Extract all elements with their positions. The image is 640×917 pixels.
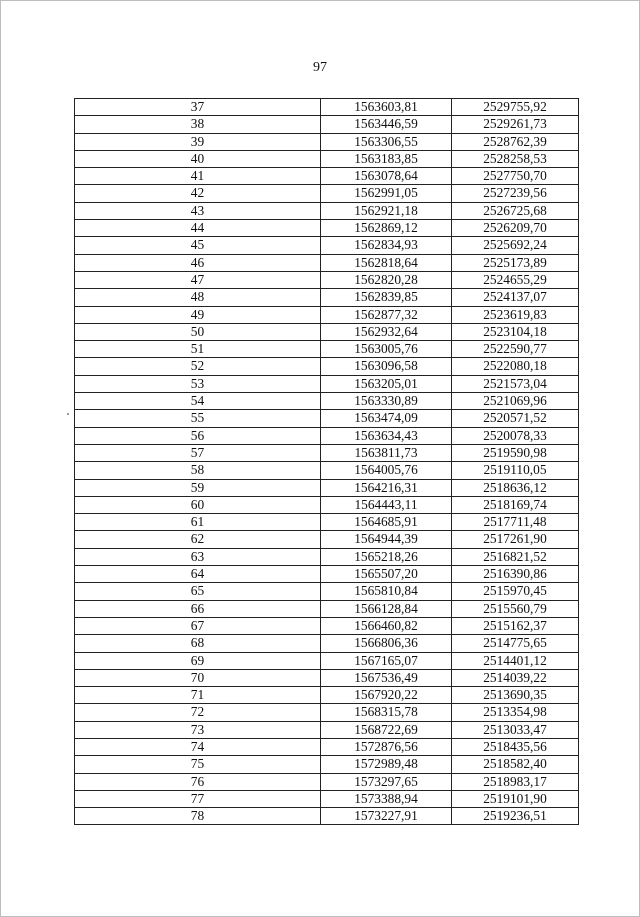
coordinates-table-body bbox=[75, 99, 579, 825]
y-coordinate-cell: 2519590,98 bbox=[452, 444, 579, 461]
point-number-cell: 61 bbox=[75, 514, 321, 531]
y-coordinate-cell: 2519236,51 bbox=[452, 808, 579, 825]
x-coordinate-cell: 1563078,64 bbox=[321, 168, 452, 185]
table-row bbox=[75, 773, 579, 790]
x-coordinate-cell: 1562869,12 bbox=[321, 220, 452, 237]
y-coordinate-cell: 2522080,18 bbox=[452, 358, 579, 375]
table-row bbox=[75, 168, 579, 185]
point-number-cell: 43 bbox=[75, 202, 321, 219]
table-row bbox=[75, 756, 579, 773]
y-coordinate-cell: 2524137,07 bbox=[452, 289, 579, 306]
point-number-cell: 47 bbox=[75, 271, 321, 288]
x-coordinate-cell: 1567536,49 bbox=[321, 669, 452, 686]
table-row bbox=[75, 687, 579, 704]
point-number-cell: 45 bbox=[75, 237, 321, 254]
y-coordinate-cell: 2527750,70 bbox=[452, 168, 579, 185]
x-coordinate-cell: 1566460,82 bbox=[321, 617, 452, 634]
table-row bbox=[75, 496, 579, 513]
table-row bbox=[75, 323, 579, 340]
table-row bbox=[75, 410, 579, 427]
table-row bbox=[75, 237, 579, 254]
y-coordinate-cell: 2513354,98 bbox=[452, 704, 579, 721]
x-coordinate-cell: 1562921,18 bbox=[321, 202, 452, 219]
y-coordinate-cell: 2523104,18 bbox=[452, 323, 579, 340]
y-coordinate-cell: 2514775,65 bbox=[452, 635, 579, 652]
point-number-cell: 46 bbox=[75, 254, 321, 271]
point-number-cell: 72 bbox=[75, 704, 321, 721]
y-coordinate-cell: 2521069,96 bbox=[452, 393, 579, 410]
table-row bbox=[75, 514, 579, 531]
table-row bbox=[75, 133, 579, 150]
table-row bbox=[75, 341, 579, 358]
x-coordinate-cell: 1564685,91 bbox=[321, 514, 452, 531]
x-coordinate-cell: 1565507,20 bbox=[321, 566, 452, 583]
x-coordinate-cell: 1562834,93 bbox=[321, 237, 452, 254]
table-row bbox=[75, 202, 579, 219]
point-number-cell: 52 bbox=[75, 358, 321, 375]
point-number-cell: 63 bbox=[75, 548, 321, 565]
point-number-cell: 40 bbox=[75, 150, 321, 167]
point-number-cell: 66 bbox=[75, 600, 321, 617]
table-row bbox=[75, 393, 579, 410]
x-coordinate-cell: 1563634,43 bbox=[321, 427, 452, 444]
x-coordinate-cell: 1562818,64 bbox=[321, 254, 452, 271]
y-coordinate-cell: 2523619,83 bbox=[452, 306, 579, 323]
x-coordinate-cell: 1563183,85 bbox=[321, 150, 452, 167]
y-coordinate-cell: 2516390,86 bbox=[452, 566, 579, 583]
point-number-cell: 71 bbox=[75, 687, 321, 704]
point-number-cell: 59 bbox=[75, 479, 321, 496]
point-number-cell: 73 bbox=[75, 721, 321, 738]
point-number-cell: 53 bbox=[75, 375, 321, 392]
point-number-cell: 75 bbox=[75, 756, 321, 773]
y-coordinate-cell: 2529755,92 bbox=[452, 99, 579, 116]
point-number-cell: 64 bbox=[75, 566, 321, 583]
x-coordinate-cell: 1564944,39 bbox=[321, 531, 452, 548]
point-number-cell: 70 bbox=[75, 669, 321, 686]
y-coordinate-cell: 2528258,53 bbox=[452, 150, 579, 167]
table-row bbox=[75, 271, 579, 288]
x-coordinate-cell: 1564216,31 bbox=[321, 479, 452, 496]
point-number-cell: 38 bbox=[75, 116, 321, 133]
y-coordinate-cell: 2518435,56 bbox=[452, 738, 579, 755]
x-coordinate-cell: 1572876,56 bbox=[321, 738, 452, 755]
point-number-cell: 78 bbox=[75, 808, 321, 825]
x-coordinate-cell: 1566806,36 bbox=[321, 635, 452, 652]
table-row bbox=[75, 375, 579, 392]
point-number-cell: 44 bbox=[75, 220, 321, 237]
table-row bbox=[75, 790, 579, 807]
scan-speck bbox=[67, 413, 69, 415]
y-coordinate-cell: 2521573,04 bbox=[452, 375, 579, 392]
x-coordinate-cell: 1568315,78 bbox=[321, 704, 452, 721]
y-coordinate-cell: 2519110,05 bbox=[452, 462, 579, 479]
y-coordinate-cell: 2518636,12 bbox=[452, 479, 579, 496]
point-number-cell: 48 bbox=[75, 289, 321, 306]
table-row bbox=[75, 427, 579, 444]
point-number-cell: 67 bbox=[75, 617, 321, 634]
y-coordinate-cell: 2518582,40 bbox=[452, 756, 579, 773]
table-row bbox=[75, 548, 579, 565]
y-coordinate-cell: 2526209,70 bbox=[452, 220, 579, 237]
y-coordinate-cell: 2514401,12 bbox=[452, 652, 579, 669]
table-row bbox=[75, 116, 579, 133]
y-coordinate-cell: 2515970,45 bbox=[452, 583, 579, 600]
table-row bbox=[75, 306, 579, 323]
y-coordinate-cell: 2522590,77 bbox=[452, 341, 579, 358]
point-number-cell: 58 bbox=[75, 462, 321, 479]
coordinates-table bbox=[74, 98, 579, 825]
x-coordinate-cell: 1563811,73 bbox=[321, 444, 452, 461]
x-coordinate-cell: 1562839,85 bbox=[321, 289, 452, 306]
x-coordinate-cell: 1567920,22 bbox=[321, 687, 452, 704]
table-row bbox=[75, 254, 579, 271]
y-coordinate-cell: 2516821,52 bbox=[452, 548, 579, 565]
x-coordinate-cell: 1568722,69 bbox=[321, 721, 452, 738]
x-coordinate-cell: 1565218,26 bbox=[321, 548, 452, 565]
x-coordinate-cell: 1564005,76 bbox=[321, 462, 452, 479]
y-coordinate-cell: 2518983,17 bbox=[452, 773, 579, 790]
table-row bbox=[75, 531, 579, 548]
y-coordinate-cell: 2527239,56 bbox=[452, 185, 579, 202]
table-row bbox=[75, 358, 579, 375]
point-number-cell: 60 bbox=[75, 496, 321, 513]
y-coordinate-cell: 2520078,33 bbox=[452, 427, 579, 444]
y-coordinate-cell: 2528762,39 bbox=[452, 133, 579, 150]
y-coordinate-cell: 2525173,89 bbox=[452, 254, 579, 271]
x-coordinate-cell: 1563603,81 bbox=[321, 99, 452, 116]
x-coordinate-cell: 1573388,94 bbox=[321, 790, 452, 807]
table-row bbox=[75, 150, 579, 167]
x-coordinate-cell: 1566128,84 bbox=[321, 600, 452, 617]
x-coordinate-cell: 1563005,76 bbox=[321, 341, 452, 358]
table-row bbox=[75, 99, 579, 116]
point-number-cell: 76 bbox=[75, 773, 321, 790]
x-coordinate-cell: 1562991,05 bbox=[321, 185, 452, 202]
table-row bbox=[75, 652, 579, 669]
point-number-cell: 42 bbox=[75, 185, 321, 202]
point-number-cell: 65 bbox=[75, 583, 321, 600]
point-number-cell: 57 bbox=[75, 444, 321, 461]
x-coordinate-cell: 1564443,11 bbox=[321, 496, 452, 513]
table-row bbox=[75, 808, 579, 825]
x-coordinate-cell: 1572989,48 bbox=[321, 756, 452, 773]
y-coordinate-cell: 2524655,29 bbox=[452, 271, 579, 288]
table-row bbox=[75, 185, 579, 202]
point-number-cell: 41 bbox=[75, 168, 321, 185]
table-row bbox=[75, 738, 579, 755]
y-coordinate-cell: 2519101,90 bbox=[452, 790, 579, 807]
point-number-cell: 51 bbox=[75, 341, 321, 358]
x-coordinate-cell: 1565810,84 bbox=[321, 583, 452, 600]
point-number-cell: 39 bbox=[75, 133, 321, 150]
table-row bbox=[75, 220, 579, 237]
x-coordinate-cell: 1562932,64 bbox=[321, 323, 452, 340]
point-number-cell: 37 bbox=[75, 99, 321, 116]
point-number-cell: 77 bbox=[75, 790, 321, 807]
x-coordinate-cell: 1567165,07 bbox=[321, 652, 452, 669]
x-coordinate-cell: 1562877,32 bbox=[321, 306, 452, 323]
point-number-cell: 56 bbox=[75, 427, 321, 444]
x-coordinate-cell: 1573227,91 bbox=[321, 808, 452, 825]
table-row bbox=[75, 583, 579, 600]
y-coordinate-cell: 2514039,22 bbox=[452, 669, 579, 686]
y-coordinate-cell: 2515560,79 bbox=[452, 600, 579, 617]
x-coordinate-cell: 1562820,28 bbox=[321, 271, 452, 288]
x-coordinate-cell: 1563096,58 bbox=[321, 358, 452, 375]
table-row bbox=[75, 479, 579, 496]
y-coordinate-cell: 2517261,90 bbox=[452, 531, 579, 548]
point-number-cell: 55 bbox=[75, 410, 321, 427]
table-row bbox=[75, 462, 579, 479]
point-number-cell: 68 bbox=[75, 635, 321, 652]
y-coordinate-cell: 2525692,24 bbox=[452, 237, 579, 254]
table-row bbox=[75, 704, 579, 721]
page-number: 97 bbox=[313, 60, 327, 75]
x-coordinate-cell: 1563474,09 bbox=[321, 410, 452, 427]
table-row bbox=[75, 444, 579, 461]
table-row bbox=[75, 721, 579, 738]
table-row bbox=[75, 635, 579, 652]
point-number-cell: 54 bbox=[75, 393, 321, 410]
y-coordinate-cell: 2513690,35 bbox=[452, 687, 579, 704]
x-coordinate-cell: 1563330,89 bbox=[321, 393, 452, 410]
y-coordinate-cell: 2529261,73 bbox=[452, 116, 579, 133]
x-coordinate-cell: 1563205,01 bbox=[321, 375, 452, 392]
table-row bbox=[75, 289, 579, 306]
table-row bbox=[75, 566, 579, 583]
point-number-cell: 69 bbox=[75, 652, 321, 669]
point-number-cell: 49 bbox=[75, 306, 321, 323]
x-coordinate-cell: 1573297,65 bbox=[321, 773, 452, 790]
y-coordinate-cell: 2513033,47 bbox=[452, 721, 579, 738]
x-coordinate-cell: 1563446,59 bbox=[321, 116, 452, 133]
y-coordinate-cell: 2526725,68 bbox=[452, 202, 579, 219]
y-coordinate-cell: 2518169,74 bbox=[452, 496, 579, 513]
table-row bbox=[75, 617, 579, 634]
x-coordinate-cell: 1563306,55 bbox=[321, 133, 452, 150]
point-number-cell: 50 bbox=[75, 323, 321, 340]
table-row bbox=[75, 669, 579, 686]
y-coordinate-cell: 2515162,37 bbox=[452, 617, 579, 634]
y-coordinate-cell: 2520571,52 bbox=[452, 410, 579, 427]
point-number-cell: 62 bbox=[75, 531, 321, 548]
point-number-cell: 74 bbox=[75, 738, 321, 755]
y-coordinate-cell: 2517711,48 bbox=[452, 514, 579, 531]
table-row bbox=[75, 600, 579, 617]
